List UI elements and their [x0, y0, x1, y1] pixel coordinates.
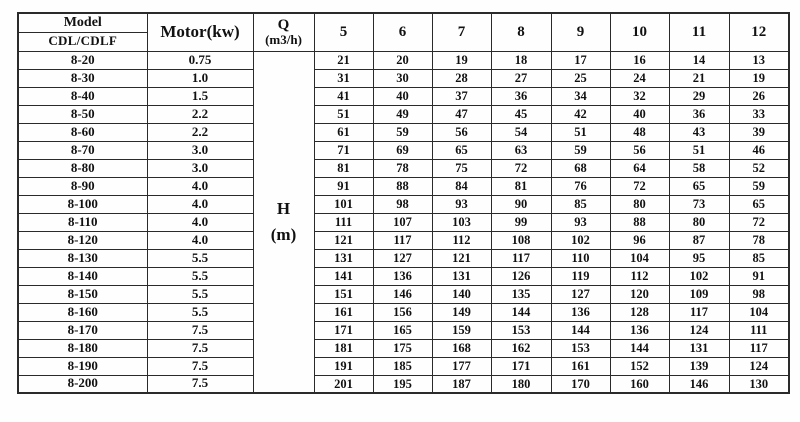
- table-row: [18, 267, 789, 285]
- table-row: [18, 357, 789, 375]
- head-value-cell: 101: [314, 195, 373, 213]
- model-cell: 8-140: [18, 267, 147, 285]
- table-row: [18, 105, 789, 123]
- flow-col-header-10: 10: [610, 13, 669, 51]
- head-value-cell: 153: [491, 321, 551, 339]
- head-value-cell: 144: [610, 339, 669, 357]
- model-cell: 8-30: [18, 69, 147, 87]
- head-value-cell: 68: [551, 159, 610, 177]
- head-value-cell: 72: [729, 213, 789, 231]
- head-value-cell: 59: [729, 177, 789, 195]
- head-value-cell: 80: [669, 213, 729, 231]
- head-value-cell: 14: [669, 51, 729, 69]
- model-cell: 8-170: [18, 321, 147, 339]
- head-value-cell: 111: [314, 213, 373, 231]
- head-value-cell: 185: [373, 357, 432, 375]
- head-value-cell: 33: [729, 105, 789, 123]
- head-value-cell: 151: [314, 285, 373, 303]
- flow-col-header-5: 5: [314, 13, 373, 51]
- head-value-cell: 64: [610, 159, 669, 177]
- head-value-cell: 46: [729, 141, 789, 159]
- head-value-cell: 153: [551, 339, 610, 357]
- head-value-cell: 104: [610, 249, 669, 267]
- header-row-top: [18, 13, 789, 32]
- head-value-cell: 90: [491, 195, 551, 213]
- head-value-cell: 51: [669, 141, 729, 159]
- table-row: [18, 123, 789, 141]
- head-value-cell: 187: [432, 375, 491, 393]
- head-value-cell: 144: [551, 321, 610, 339]
- head-value-cell: 117: [373, 231, 432, 249]
- head-value-cell: 88: [610, 213, 669, 231]
- head-value-cell: 41: [314, 87, 373, 105]
- motor-cell: 4.0: [147, 213, 253, 231]
- head-value-cell: 19: [729, 69, 789, 87]
- head-value-cell: 161: [314, 303, 373, 321]
- head-value-cell: 81: [491, 177, 551, 195]
- head-value-cell: 84: [432, 177, 491, 195]
- head-value-cell: 146: [669, 375, 729, 393]
- head-value-cell: 36: [669, 105, 729, 123]
- head-value-cell: 108: [491, 231, 551, 249]
- model-cell: 8-130: [18, 249, 147, 267]
- head-value-cell: 49: [373, 105, 432, 123]
- table-row: [18, 213, 789, 231]
- head-value-cell: 30: [373, 69, 432, 87]
- model-cell: 8-20: [18, 51, 147, 69]
- model-header-title: Model: [18, 13, 147, 32]
- h-unit: (m): [270, 224, 297, 244]
- head-value-cell: 80: [610, 195, 669, 213]
- model-cell: 8-180: [18, 339, 147, 357]
- motor-cell: 2.2: [147, 123, 253, 141]
- head-value-cell: 85: [551, 195, 610, 213]
- head-value-cell: 76: [551, 177, 610, 195]
- motor-cell: 5.5: [147, 285, 253, 303]
- head-value-cell: 31: [314, 69, 373, 87]
- table-row: [18, 87, 789, 105]
- head-value-cell: 59: [551, 141, 610, 159]
- head-value-cell: 25: [551, 69, 610, 87]
- pump-head-table: [17, 12, 790, 394]
- motor-cell: 7.5: [147, 339, 253, 357]
- head-value-cell: 117: [669, 303, 729, 321]
- head-value-cell: 51: [314, 105, 373, 123]
- head-value-cell: 95: [669, 249, 729, 267]
- head-value-cell: 171: [314, 321, 373, 339]
- head-value-cell: 117: [729, 339, 789, 357]
- motor-cell: 7.5: [147, 375, 253, 393]
- head-value-cell: 121: [432, 249, 491, 267]
- table-row: [18, 339, 789, 357]
- head-value-cell: 111: [729, 321, 789, 339]
- head-value-cell: 56: [610, 141, 669, 159]
- head-value-cell: 65: [729, 195, 789, 213]
- table-row: [18, 177, 789, 195]
- table-row: [18, 249, 789, 267]
- model-cell: 8-70: [18, 141, 147, 159]
- flow-col-header-9: 9: [551, 13, 610, 51]
- motor-cell: 5.5: [147, 249, 253, 267]
- motor-cell: 7.5: [147, 357, 253, 375]
- head-value-cell: 52: [729, 159, 789, 177]
- head-value-cell: 27: [491, 69, 551, 87]
- head-value-cell: 40: [610, 105, 669, 123]
- motor-cell: 4.0: [147, 231, 253, 249]
- table-row: [18, 141, 789, 159]
- model-cell: 8-190: [18, 357, 147, 375]
- table-row: [18, 375, 789, 393]
- head-value-cell: 126: [491, 267, 551, 285]
- model-cell: 8-40: [18, 87, 147, 105]
- head-value-cell: 78: [729, 231, 789, 249]
- model-cell: 8-50: [18, 105, 147, 123]
- head-value-cell: 112: [432, 231, 491, 249]
- head-value-cell: 93: [551, 213, 610, 231]
- head-value-cell: 91: [314, 177, 373, 195]
- flow-col-header-11: 11: [669, 13, 729, 51]
- head-value-cell: 170: [551, 375, 610, 393]
- model-cell: 8-60: [18, 123, 147, 141]
- motor-cell: 7.5: [147, 321, 253, 339]
- head-value-cell: 120: [610, 285, 669, 303]
- head-value-cell: 140: [432, 285, 491, 303]
- head-value-cell: 26: [729, 87, 789, 105]
- head-value-cell: 110: [551, 249, 610, 267]
- flow-col-header-8: 8: [491, 13, 551, 51]
- flow-col-header-12: 12: [729, 13, 789, 51]
- head-value-cell: 117: [491, 249, 551, 267]
- q-symbol: Q: [277, 16, 290, 33]
- head-value-cell: 128: [610, 303, 669, 321]
- head-value-cell: 88: [373, 177, 432, 195]
- head-value-cell: 171: [491, 357, 551, 375]
- model-cell: 8-110: [18, 213, 147, 231]
- table-row: [18, 195, 789, 213]
- motor-header: Motor(kw): [147, 13, 253, 51]
- head-value-cell: 13: [729, 51, 789, 69]
- head-value-cell: 73: [669, 195, 729, 213]
- head-value-cell: 65: [669, 177, 729, 195]
- head-value-cell: 99: [491, 213, 551, 231]
- motor-cell: 4.0: [147, 195, 253, 213]
- head-value-cell: 141: [314, 267, 373, 285]
- head-value-cell: 28: [432, 69, 491, 87]
- head-value-cell: 144: [491, 303, 551, 321]
- head-value-cell: 45: [491, 105, 551, 123]
- motor-cell: 4.0: [147, 177, 253, 195]
- head-value-cell: 136: [610, 321, 669, 339]
- model-cell: 8-160: [18, 303, 147, 321]
- head-value-cell: 131: [314, 249, 373, 267]
- head-value-cell: 37: [432, 87, 491, 105]
- head-value-cell: 72: [610, 177, 669, 195]
- motor-cell: 1.5: [147, 87, 253, 105]
- h-symbol: H: [276, 199, 291, 219]
- head-value-cell: 71: [314, 141, 373, 159]
- head-value-cell: 131: [669, 339, 729, 357]
- head-value-cell: 69: [373, 141, 432, 159]
- head-value-cell: 21: [669, 69, 729, 87]
- head-value-cell: 181: [314, 339, 373, 357]
- head-value-cell: 32: [610, 87, 669, 105]
- head-value-cell: 109: [669, 285, 729, 303]
- head-value-cell: 103: [432, 213, 491, 231]
- head-value-cell: 121: [314, 231, 373, 249]
- head-value-cell: 59: [373, 123, 432, 141]
- table-row: [18, 231, 789, 249]
- motor-cell: 3.0: [147, 159, 253, 177]
- head-value-cell: 29: [669, 87, 729, 105]
- head-value-cell: 127: [551, 285, 610, 303]
- head-value-cell: 61: [314, 123, 373, 141]
- motor-cell: 3.0: [147, 141, 253, 159]
- head-value-cell: 195: [373, 375, 432, 393]
- head-value-cell: 102: [551, 231, 610, 249]
- model-cell: 8-150: [18, 285, 147, 303]
- head-value-cell: 112: [610, 267, 669, 285]
- head-value-cell: 98: [729, 285, 789, 303]
- head-value-cell: 160: [610, 375, 669, 393]
- table-row: [18, 303, 789, 321]
- head-value-cell: 102: [669, 267, 729, 285]
- q-unit: (m3/h): [265, 31, 302, 47]
- head-value-cell: 42: [551, 105, 610, 123]
- head-value-cell: 78: [373, 159, 432, 177]
- head-value-cell: 39: [729, 123, 789, 141]
- flow-rate-header: [253, 13, 314, 51]
- head-value-cell: 149: [432, 303, 491, 321]
- head-value-cell: 58: [669, 159, 729, 177]
- head-value-cell: 91: [729, 267, 789, 285]
- table-row: [18, 321, 789, 339]
- head-value-cell: 17: [551, 51, 610, 69]
- head-value-cell: 87: [669, 231, 729, 249]
- flow-col-header-6: 6: [373, 13, 432, 51]
- table-row: [18, 285, 789, 303]
- head-value-cell: 136: [551, 303, 610, 321]
- head-value-cell: 156: [373, 303, 432, 321]
- motor-cell: 2.2: [147, 105, 253, 123]
- head-value-cell: 165: [373, 321, 432, 339]
- head-value-cell: 107: [373, 213, 432, 231]
- head-unit-cell: [253, 51, 314, 393]
- model-cell: 8-80: [18, 159, 147, 177]
- head-value-cell: 75: [432, 159, 491, 177]
- head-value-cell: 175: [373, 339, 432, 357]
- table-body: [18, 51, 789, 393]
- head-value-cell: 34: [551, 87, 610, 105]
- model-header-subtitle: CDL/CDLF: [18, 32, 147, 51]
- head-value-cell: 54: [491, 123, 551, 141]
- model-cell: 8-120: [18, 231, 147, 249]
- head-value-cell: 159: [432, 321, 491, 339]
- head-value-cell: 162: [491, 339, 551, 357]
- head-value-cell: 93: [432, 195, 491, 213]
- head-value-cell: 96: [610, 231, 669, 249]
- head-value-cell: 19: [432, 51, 491, 69]
- motor-cell: 1.0: [147, 69, 253, 87]
- motor-cell: 0.75: [147, 51, 253, 69]
- head-value-cell: 130: [729, 375, 789, 393]
- head-value-cell: 24: [610, 69, 669, 87]
- flow-col-header-7: 7: [432, 13, 491, 51]
- head-value-cell: 81: [314, 159, 373, 177]
- head-value-cell: 51: [551, 123, 610, 141]
- table-row: [18, 69, 789, 87]
- head-value-cell: 85: [729, 249, 789, 267]
- head-value-cell: 161: [551, 357, 610, 375]
- head-value-cell: 36: [491, 87, 551, 105]
- head-value-cell: 43: [669, 123, 729, 141]
- head-value-cell: 104: [729, 303, 789, 321]
- head-value-cell: 135: [491, 285, 551, 303]
- head-value-cell: 136: [373, 267, 432, 285]
- head-value-cell: 65: [432, 141, 491, 159]
- head-value-cell: 119: [551, 267, 610, 285]
- head-value-cell: 18: [491, 51, 551, 69]
- head-value-cell: 63: [491, 141, 551, 159]
- head-value-cell: 20: [373, 51, 432, 69]
- head-value-cell: 72: [491, 159, 551, 177]
- head-value-cell: 131: [432, 267, 491, 285]
- head-value-cell: 48: [610, 123, 669, 141]
- head-value-cell: 56: [432, 123, 491, 141]
- head-value-cell: 152: [610, 357, 669, 375]
- head-value-cell: 124: [729, 357, 789, 375]
- head-value-cell: 40: [373, 87, 432, 105]
- head-value-cell: 16: [610, 51, 669, 69]
- head-value-cell: 127: [373, 249, 432, 267]
- head-value-cell: 21: [314, 51, 373, 69]
- motor-cell: 5.5: [147, 303, 253, 321]
- head-value-cell: 180: [491, 375, 551, 393]
- head-value-cell: 201: [314, 375, 373, 393]
- model-cell: 8-200: [18, 375, 147, 393]
- table-row: [18, 51, 789, 69]
- table-row: [18, 159, 789, 177]
- head-value-cell: 47: [432, 105, 491, 123]
- head-value-cell: 139: [669, 357, 729, 375]
- head-value-cell: 124: [669, 321, 729, 339]
- model-cell: 8-100: [18, 195, 147, 213]
- head-value-cell: 191: [314, 357, 373, 375]
- model-cell: 8-90: [18, 177, 147, 195]
- motor-cell: 5.5: [147, 267, 253, 285]
- head-value-cell: 168: [432, 339, 491, 357]
- head-value-cell: 146: [373, 285, 432, 303]
- table-header: [18, 13, 789, 51]
- head-value-cell: 177: [432, 357, 491, 375]
- head-value-cell: 98: [373, 195, 432, 213]
